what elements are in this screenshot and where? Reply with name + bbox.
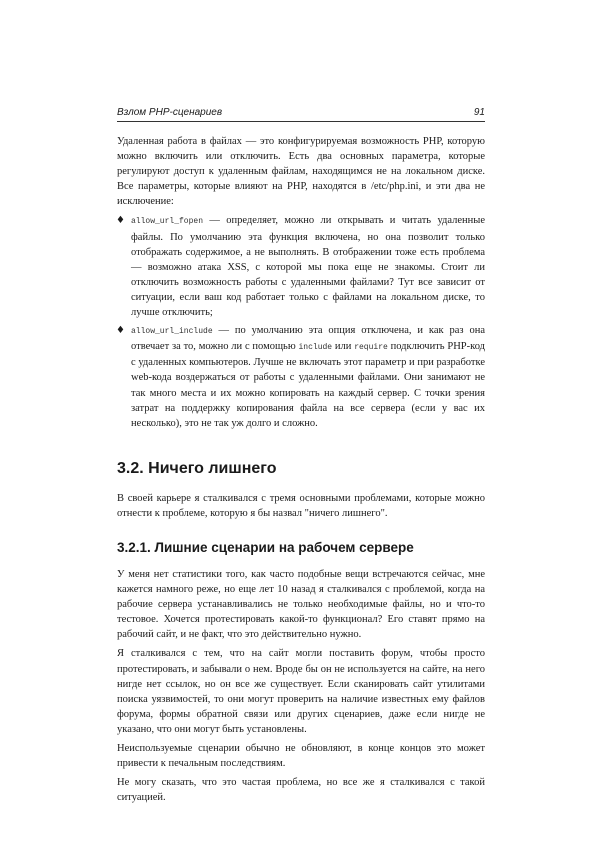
section-heading: 3.2. Ничего лишнего — [117, 459, 277, 477]
paragraph: У меня нет статистики того, как часто подобные вещи встречаются сейчас, мне кажется намного реже, но еще лет 10 назад я сталкивался с проблемой, когда на рабочие сервера устанавливались не только необходимые файлы, но и что-то тестовое. Хочется протестировать какой-то функционал? Его ставят прямо на рабочий сайт, и не факт, что это действительно нужно. — [117, 568, 485, 641]
page-body — [117, 134, 485, 809]
running-header — [117, 106, 485, 122]
diamond-bullet-icon: ♦ — [116, 325, 125, 337]
option-description: или — [332, 341, 355, 353]
running-title: Взлом PHP-сценариев — [117, 107, 223, 118]
option-description: — определяет, можно ли открывать и читать удаленные файлы. По умолчанию эта функция включена, но она позволит только отображать содержимое, а не выполнять. В отображении тоже есть проблема — возможно атака XSS, с которой мы пока еще не знакомы. Стоит ли отключить возможность работы с удаленными файлами? Тут все зависит от ситуации, если ваш код работает только с файлами на локальном диске, то лучше отключить; — [131, 215, 485, 319]
option-description: — по умолчанию эта опция отключена, и как раз она отвечает за то, можно ли с помощью — [131, 325, 485, 353]
paragraph: Я сталкивался с тем, что на сайт могли поставить форум, чтобы просто протестировать, и забывали о нем. Вроде бы он не используется на сайте, на него нигде нет ссылок, но он все же существует. Если сканировать сайт утилитами поиска уязвимостей, то они могут проверить на наличие известных ему файлов форума, формы обратной связи или других сценариев, даже если нигде не указано, что они могут быть установлены. — [117, 648, 485, 735]
options-list — [117, 213, 485, 430]
intro-paragraph: Удаленная работа в файлах — это конфигурируемая возможность PHP, которую можно включить или отключить. Есть два основных параметра, которые регулируют доступ к удаленным файлам, находящимся не на локальном диске. Все параметры, которые влияют на PHP, находятся в /etc/php.ini, и эти два не исключение: — [117, 136, 485, 208]
page-number: 91 — [473, 107, 485, 118]
paragraph: Не могу сказать, что это частая проблема, но все же я сталкивался с такой ситуацией. — [117, 777, 485, 804]
list-item — [117, 323, 485, 431]
option-description: подключить PHP-код с удаленных компьютеров. Лучше не включать этот параметр и при разработке web-кода воздержаться от работы с удаленными файлами. Они занимают не так много места и их можно копировать на каждый сервер. С точки зрения затрат на поддержку копирования файла на все сервера (если у вас их несколько), это не так уж долго и сложно. — [131, 341, 486, 429]
subsection-heading: 3.2.1. Лишние сценарии на рабочем сервере — [117, 539, 414, 555]
diamond-bullet-icon: ♦ — [116, 215, 125, 227]
list-item — [117, 213, 485, 320]
inline-code: include — [298, 343, 333, 353]
paragraph: Неиспользуемые сценарии обычно не обновляют, в конце концов это может привести к печальным последствиям. — [117, 743, 485, 770]
option-name: allow_url_fopen — [131, 217, 204, 227]
option-name: allow_url_include — [131, 327, 213, 337]
inline-code: require — [354, 343, 388, 353]
section-paragraph: В своей карьере я сталкивался с тремя основными проблемами, которые можно отнести к проблеме, которую я бы назвал "ничего лишнего". — [117, 492, 485, 519]
